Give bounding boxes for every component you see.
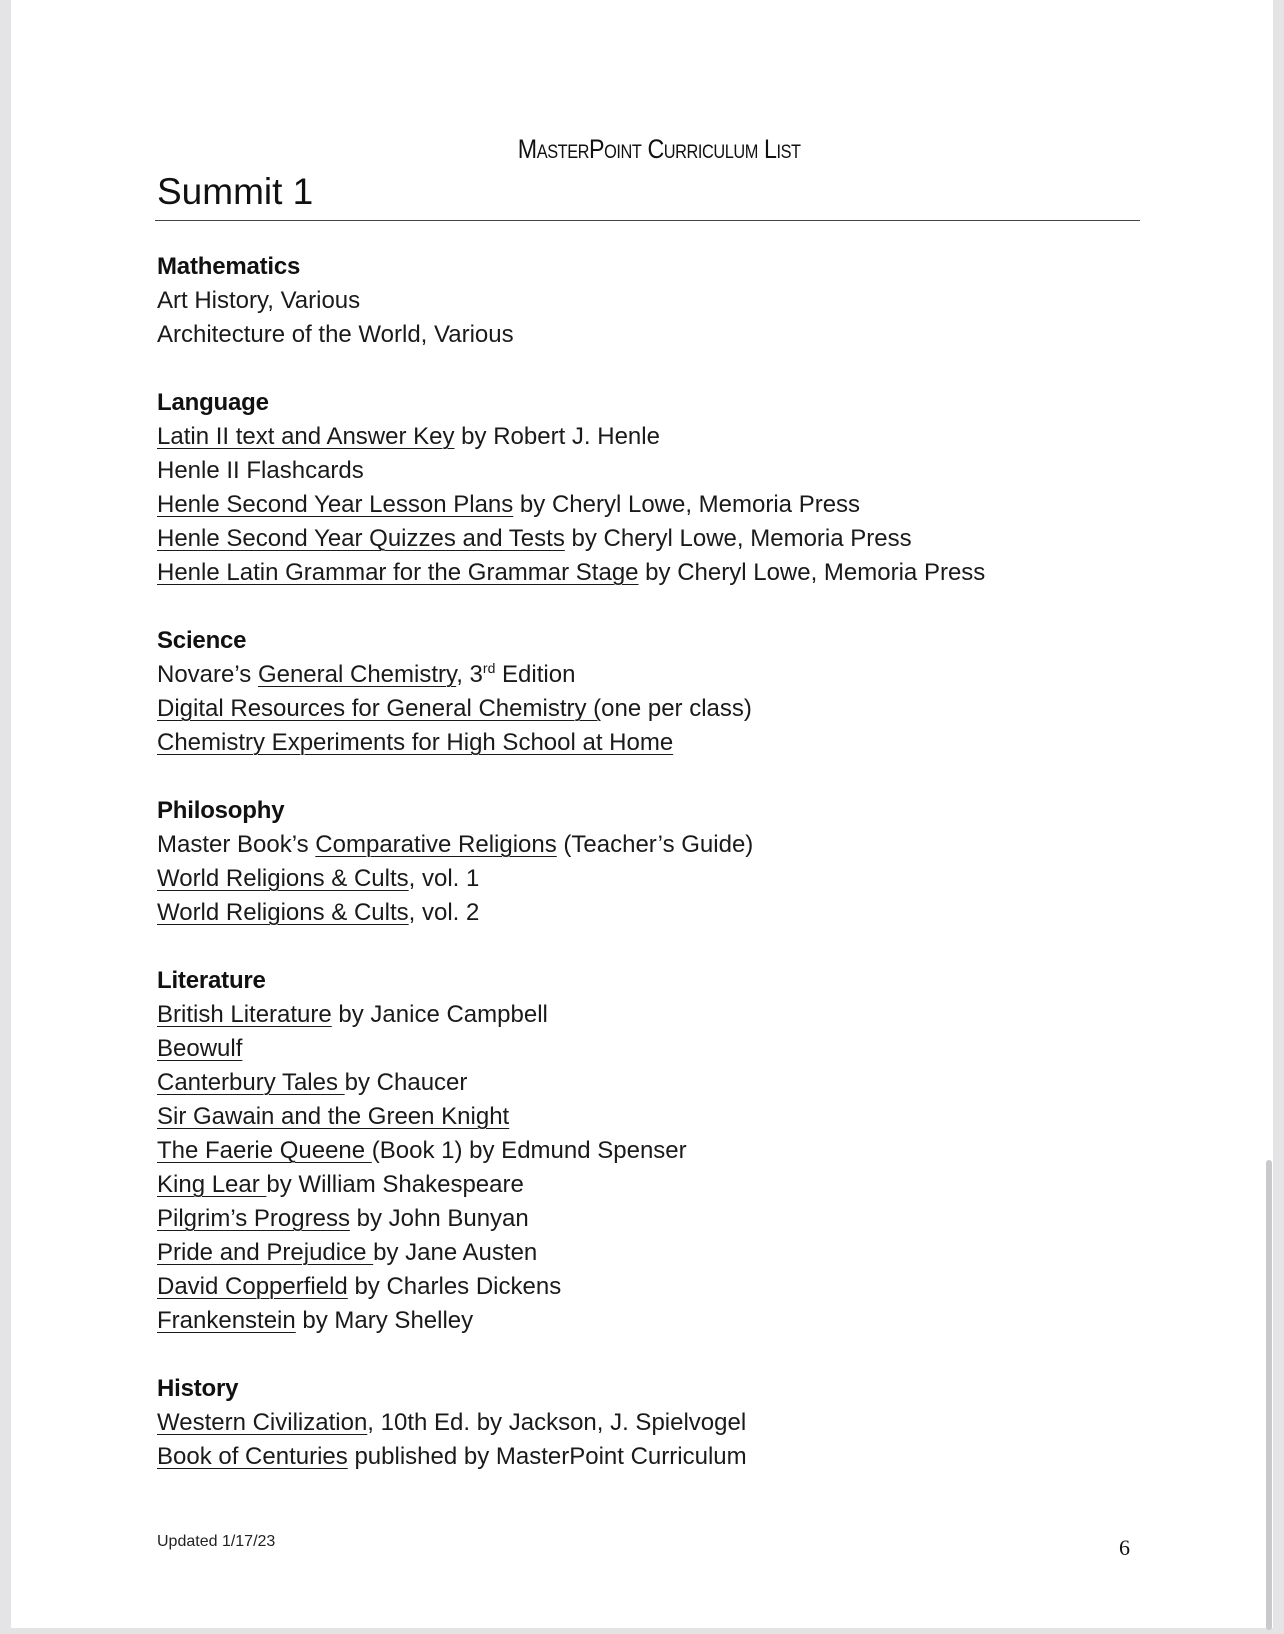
list-item xyxy=(157,1168,1157,1202)
item-suffix: by Cheryl Lowe, Memoria Press xyxy=(513,491,861,518)
item-link[interactable]: Canterbury Tales xyxy=(157,1069,345,1096)
section-items xyxy=(157,1406,1157,1474)
list-item xyxy=(157,658,1157,692)
list-item xyxy=(157,998,1157,1032)
section-items xyxy=(157,998,1157,1338)
item-suffix: Henle II Flashcards xyxy=(157,457,364,484)
document-page xyxy=(11,0,1273,1628)
item-suffix: by Charles Dickens xyxy=(347,1273,562,1300)
item-suffix: by William Shakespeare xyxy=(266,1171,524,1198)
item-link[interactable]: King Lear xyxy=(157,1171,267,1198)
section-items xyxy=(157,284,1157,352)
item-link[interactable]: Latin II text and Answer Key xyxy=(157,423,455,450)
list-item xyxy=(157,1406,1157,1440)
item-superscript: rd xyxy=(482,660,496,676)
list-item xyxy=(157,1236,1157,1270)
item-link[interactable]: Digital Resources for General Chemistry ( xyxy=(157,695,602,722)
section-language xyxy=(157,386,1157,590)
item-suffix: one per class) xyxy=(601,695,752,722)
section-heading: Language xyxy=(157,389,269,416)
item-suffix: by Robert J. Henle xyxy=(454,423,660,450)
list-item xyxy=(157,454,1157,488)
section-items xyxy=(157,658,1157,760)
item-link[interactable]: Book of Centuries xyxy=(157,1443,348,1470)
item-link[interactable]: Beowulf xyxy=(157,1035,243,1062)
curriculum-list xyxy=(157,250,1157,1508)
section-history xyxy=(157,1372,1157,1474)
section-heading: Literature xyxy=(157,967,266,994)
section-mathematics xyxy=(157,250,1157,352)
item-suffix: Art History, Various xyxy=(157,287,361,314)
list-item xyxy=(157,1270,1157,1304)
section-heading: Mathematics xyxy=(157,253,301,280)
section-heading: Science xyxy=(157,627,247,654)
item-link[interactable]: British Literature xyxy=(157,1001,332,1028)
item-suffix: by Chaucer xyxy=(344,1069,468,1096)
updated-date: Updated 1/17/23 xyxy=(157,1533,276,1550)
list-item xyxy=(157,1100,1157,1134)
list-item xyxy=(157,522,1157,556)
item-link[interactable]: The Faerie Queene xyxy=(157,1137,372,1164)
item-link[interactable]: Comparative Religions xyxy=(315,831,557,858)
list-item xyxy=(157,692,1157,726)
item-link[interactable]: Frankenstein xyxy=(157,1307,296,1334)
item-suffix: (Book 1) by Edmund Spenser xyxy=(371,1137,687,1164)
list-item xyxy=(157,318,1157,352)
section-heading: Philosophy xyxy=(157,797,285,824)
list-item xyxy=(157,1440,1157,1474)
item-suffix: by John Bunyan xyxy=(349,1205,529,1232)
list-item xyxy=(157,828,1157,862)
item-suffix: by Mary Shelley xyxy=(295,1307,474,1334)
list-item xyxy=(157,1066,1157,1100)
item-suffix: Architecture of the World, Various xyxy=(157,321,514,348)
list-item xyxy=(157,420,1157,454)
item-link[interactable]: Western Civilization xyxy=(157,1409,368,1436)
item-link[interactable]: Henle Second Year Quizzes and Tests xyxy=(157,525,565,552)
title-divider xyxy=(155,220,1140,221)
section-items xyxy=(157,828,1157,930)
list-item xyxy=(157,1134,1157,1168)
item-prefix: Novare’s xyxy=(157,661,258,688)
item-link[interactable]: Chemistry Experiments for High School at Home xyxy=(157,729,674,756)
item-link[interactable]: David Copperfield xyxy=(157,1273,348,1300)
page-title: Summit 1 xyxy=(157,171,314,212)
item-suffix: published by MasterPoint Curriculum xyxy=(347,1443,747,1470)
section-science xyxy=(157,624,1157,760)
scrollbar[interactable] xyxy=(1266,1160,1272,1630)
item-suffix: , 10th Ed. by Jackson, J. Spielvogel xyxy=(367,1409,747,1436)
list-item xyxy=(157,488,1157,522)
item-link[interactable]: World Religions & Cults xyxy=(157,865,409,892)
item-link[interactable]: Pilgrim’s Progress xyxy=(157,1205,350,1232)
section-items xyxy=(157,420,1157,590)
item-link[interactable]: Henle Second Year Lesson Plans xyxy=(157,491,514,518)
item-suffix: (Teacher’s Guide) xyxy=(556,831,754,858)
item-link[interactable]: World Religions & Cults xyxy=(157,899,409,926)
item-suffix: , vol. 2 xyxy=(408,899,480,926)
item-suffix: by Janice Campbell xyxy=(331,1001,548,1028)
list-item xyxy=(157,284,1157,318)
list-item xyxy=(157,896,1157,930)
item-link[interactable]: Henle Latin Grammar for the Grammar Stage xyxy=(157,559,639,586)
item-suffix: by Cheryl Lowe, Memoria Press xyxy=(564,525,912,552)
section-literature xyxy=(157,964,1157,1338)
list-item xyxy=(157,726,1157,760)
item-link[interactable]: Pride and Prejudice xyxy=(157,1239,374,1266)
document-header: MasterPoint Curriculum List xyxy=(517,134,801,164)
item-suffix-2: Edition xyxy=(495,661,576,688)
list-item xyxy=(157,1032,1157,1066)
list-item xyxy=(157,1304,1157,1338)
section-heading: History xyxy=(157,1375,239,1402)
item-link[interactable]: Sir Gawain and the Green Knight xyxy=(157,1103,510,1130)
section-philosophy xyxy=(157,794,1157,930)
item-link[interactable]: General Chemistry xyxy=(257,661,457,688)
item-suffix: by Cheryl Lowe, Memoria Press xyxy=(638,559,986,586)
list-item xyxy=(157,862,1157,896)
list-item xyxy=(157,1202,1157,1236)
item-suffix: , vol. 1 xyxy=(408,865,480,892)
item-suffix: by Jane Austen xyxy=(373,1239,538,1266)
item-prefix: Master Book’s xyxy=(157,831,316,858)
item-suffix: , 3 xyxy=(456,661,483,688)
list-item xyxy=(157,556,1157,590)
page-number: 6 xyxy=(1119,1535,1130,1560)
